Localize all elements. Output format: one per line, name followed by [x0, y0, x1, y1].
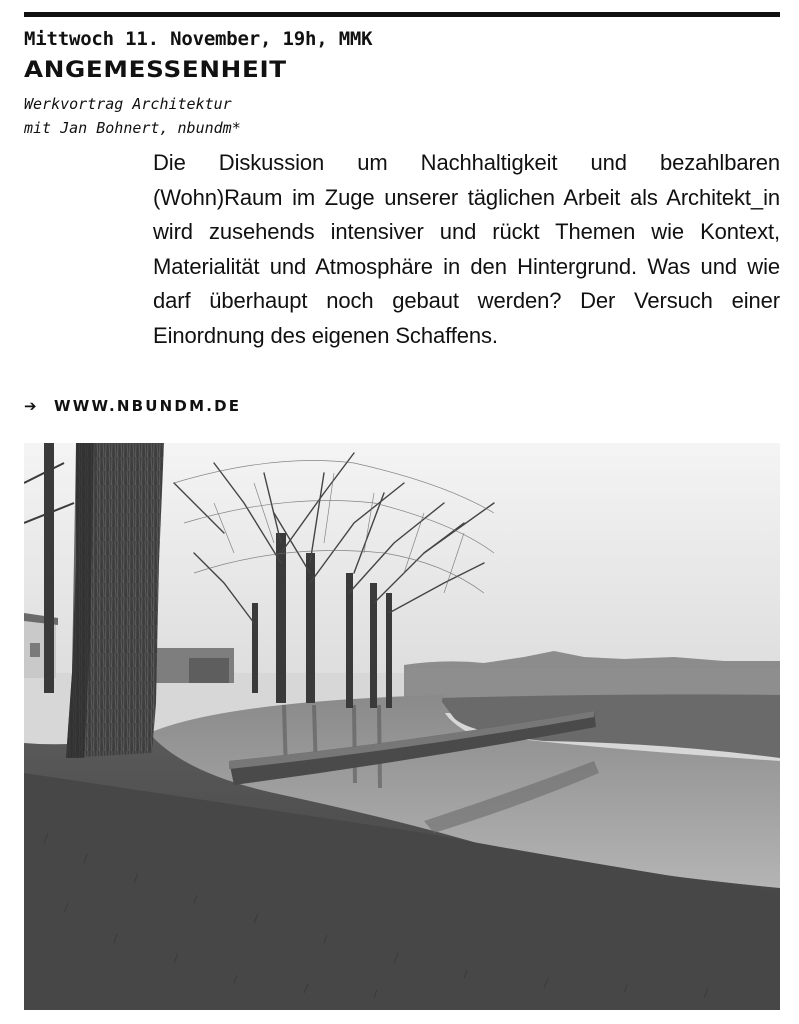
landscape-photo [24, 443, 780, 1010]
event-description: Die Diskussion um Nachhaltigkeit und bezahlbaren (Wohn)Raum im Zuge unserer täglichen Arbeit als Architekt_in wird zusehends intensiver und rückt Themen wie Kontext, Materialität und Atmosphäre in den Hintergrund. Was und wie darf überhaupt noch gebaut werden? Der Versuch einer Einordnung des eigenen Schaffens. [153, 150, 780, 348]
arrow-right-icon: ➔ [24, 397, 37, 415]
landscape-photo-illustration [24, 443, 780, 1010]
event-date-line: Mittwoch 11. November, 19h, MMK [24, 28, 373, 50]
website-link-text[interactable]: WWW.NBUNDM.DE [54, 397, 242, 415]
event-title: ANGEMESSENHEIT [24, 58, 287, 83]
subtitle-line-type: Werkvortrag Architektur [24, 95, 232, 113]
event-subtitle [24, 92, 241, 140]
website-link[interactable] [24, 394, 241, 418]
subtitle-line-speaker: mit Jan Bohnert, nbundm* [24, 119, 241, 137]
top-rule [24, 12, 780, 17]
